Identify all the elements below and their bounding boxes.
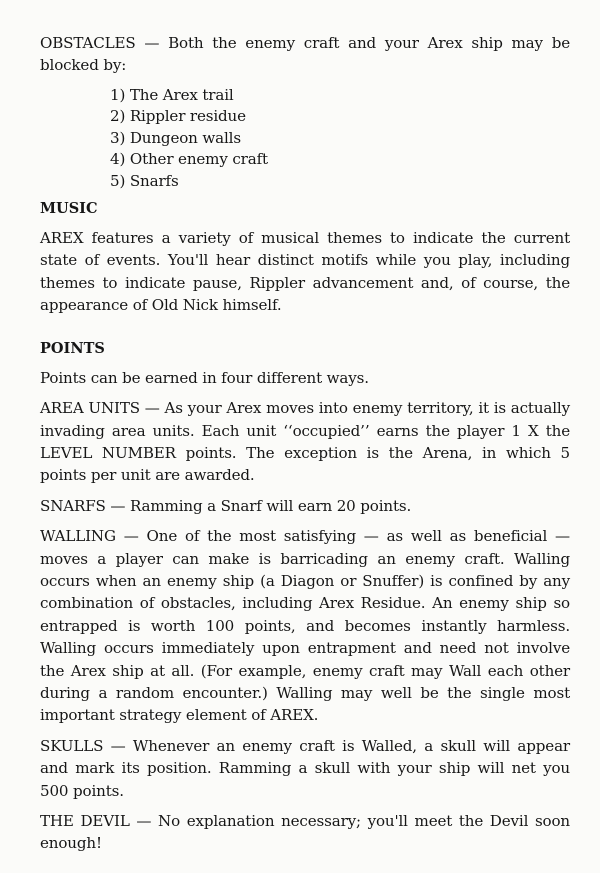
devil-paragraph: THE DEVIL — No explanation necessary; you'll meet the Devil soon enough! — [40, 812, 570, 853]
music-heading: MUSIC — [40, 200, 98, 218]
manual-page — [40, 32, 570, 863]
area-units-paragraph: AREA UNITS — As your Arex moves into enemy territory, it is actually invading area units. Each unit ‘‘occupied’’ earns the player 1 X the LEVEL NUMBER points. The exception is the Arena, in which 5 points per unit are awarded. — [40, 399, 570, 485]
obstacle-item: 5) Snarfs — [110, 171, 179, 190]
obstacles-intro: OBSTACLES — Both the enemy craft and your Arex ship may be blocked by: — [40, 34, 570, 75]
obstacle-item: 4) Other enemy craft — [110, 150, 268, 169]
obstacle-item: 1) The Arex trail — [110, 85, 234, 104]
skulls-paragraph: SKULLS — Whenever an enemy craft is Walled, a skull will appear and mark its position. Ramming a skull with your ship will net you 500 points. — [40, 736, 570, 800]
music-paragraph: AREX features a variety of musical themes to indicate the current state of events. You'll hear distinct motifs while you play, including themes to indicate pause, Rippler advancement and, of course, the appearance of Old Nick himself. — [40, 228, 570, 314]
walling-paragraph: WALLING — One of the most satisfying — as well as beneficial — moves a player can make is barricading an enemy craft. Walling occurs when an enemy ship (a Diagon or Snuffer) is confined by any combination of obstacles, including Arex Residue. An enemy ship so entrapped is worth 100 points, and becomes instantly harmless. Walling occurs immediately upon entrapment and need not involve the Arex ship at all. (For example, enemy craft may Wall each other during a random encounter.) Walling may well be the single most important strategy element of AREX. — [40, 527, 570, 725]
points-intro: Points can be earned in four different ways. — [40, 368, 369, 387]
points-heading: POINTS — [40, 340, 105, 358]
obstacle-item: 2) Rippler residue — [110, 107, 246, 126]
snarfs-paragraph: SNARFS — Ramming a Snarf will earn 20 points. — [40, 496, 412, 515]
obstacles-list — [40, 85, 570, 193]
obstacle-item: 3) Dungeon walls — [110, 128, 241, 147]
